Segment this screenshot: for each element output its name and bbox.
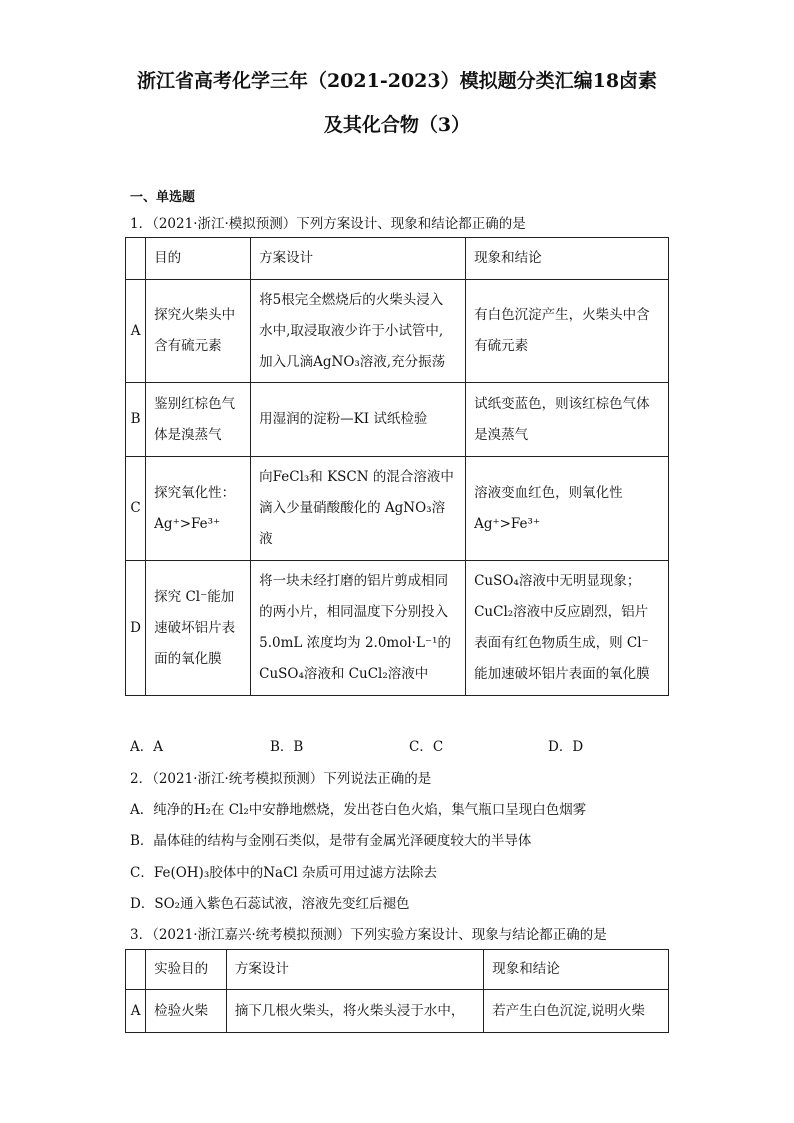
- table-row: [126, 457, 669, 561]
- result-cell-line: 能加速破坏铝片表面的氧化膜: [474, 666, 650, 682]
- table-header-row: [126, 238, 669, 280]
- row-label: A: [126, 990, 146, 1033]
- design-cell: [251, 280, 466, 383]
- row-label: D: [126, 561, 146, 696]
- design-cell-line: CuSO₄溶液和 CuCl₂溶液中: [259, 666, 429, 682]
- result-cell-line: Ag⁺>Fe³⁺: [474, 515, 541, 532]
- page-title-line2: 及其化合物（3）: [323, 114, 471, 136]
- purpose-cell-line: 检验火柴: [154, 1002, 209, 1019]
- option-c[interactable]: C．C: [409, 739, 444, 755]
- header-cell: 现象和结论: [484, 950, 669, 990]
- row-label: B: [126, 383, 146, 457]
- design-cell-line: 滴入少量硝酸酸化的 AgNO₃溶: [259, 500, 446, 516]
- purpose-cell: [146, 383, 251, 457]
- question-3-stem: 3．（2021·浙江嘉兴·统考模拟预测）下列实验方案设计、现象与结论都正确的是: [130, 927, 607, 943]
- result-cell-line: CuSO₄溶液中无明显现象；: [474, 573, 641, 589]
- result-cell: [484, 990, 669, 1033]
- purpose-cell-line: 含有硫元素: [154, 338, 222, 354]
- option-a[interactable]: A．A: [130, 739, 163, 755]
- header-cell: 方案设计: [226, 950, 483, 990]
- result-cell: [466, 457, 669, 561]
- question-2-stem: 2．（2021·浙江·统考模拟预测）下列说法正确的是: [130, 771, 432, 787]
- option-d[interactable]: D．D: [548, 739, 584, 755]
- table-row: [126, 383, 669, 457]
- table-header-row: [126, 950, 669, 990]
- result-cell-line: 有硫元素: [474, 338, 529, 354]
- header-cell: 方案设计: [251, 238, 466, 280]
- design-cell-line: 向FeCl₃和 KSCN 的混合溶液中: [259, 469, 454, 485]
- question-2-option-b[interactable]: B．晶体硅的结构与金刚石类似，是带有金属光泽硬度较大的半导体: [130, 833, 532, 849]
- table-row: [126, 280, 669, 383]
- design-cell: [226, 990, 483, 1033]
- design-cell-line: 加入几滴AgNO₃溶液,充分振荡: [259, 353, 446, 370]
- result-cell-line: 若产生白色沉淀,说明火柴: [492, 1002, 646, 1019]
- result-cell-line: 表面有红色物质生成，则 Cl⁻: [474, 635, 649, 651]
- question-2-option-c[interactable]: C．Fe(OH)₃胶体中的NaCl 杂质可用过滤方法除去: [130, 865, 438, 881]
- purpose-cell-line: 面的氧化膜: [154, 650, 222, 667]
- design-cell-line: 用湿润的淀粉—KI 试纸检验: [259, 411, 428, 427]
- design-cell-line: 液: [259, 531, 273, 547]
- header-cell: 实验目的: [146, 950, 227, 990]
- design-cell-line: 的两小片，相同温度下分别投入: [259, 604, 449, 620]
- header-cell: 目的: [146, 238, 251, 280]
- result-cell-line: 溶液变血红色，则氧化性: [474, 484, 623, 501]
- header-cell: [126, 950, 146, 990]
- design-cell: [251, 561, 466, 696]
- purpose-cell-line: 速破坏铝片表: [154, 619, 236, 636]
- purpose-cell-line: 鉴别红棕色气: [154, 395, 236, 412]
- purpose-cell-line: 探究 Cl⁻能加: [154, 588, 235, 605]
- purpose-cell-line: 探究氧化性：: [154, 484, 236, 501]
- result-cell: [466, 280, 669, 383]
- row-label: A: [126, 280, 146, 383]
- section-heading: 一、单选题: [130, 190, 196, 205]
- table-row: [126, 561, 669, 696]
- purpose-cell-line: 探究火柴头中: [154, 307, 236, 323]
- purpose-cell: [146, 280, 251, 383]
- result-cell-line: 是溴蒸气: [474, 426, 529, 443]
- question-1-stem: 1．（2021·浙江·模拟预测）下列方案设计、现象和结论都正确的是: [130, 216, 526, 232]
- row-label: C: [126, 457, 146, 561]
- design-cell-line: 将一块未经打磨的铝片剪成相同: [259, 573, 449, 589]
- option-b[interactable]: B．B: [270, 739, 304, 755]
- page-title-line1: 浙江省高考化学三年（2021-2023）模拟题分类汇编18卤素: [136, 70, 658, 92]
- design-cell: [251, 383, 466, 457]
- purpose-cell: [146, 457, 251, 561]
- purpose-cell-line: Ag⁺>Fe³⁺: [154, 515, 221, 532]
- result-cell: [466, 383, 669, 457]
- design-cell-line: 将5根完全燃烧后的火柴头浸入: [259, 291, 444, 308]
- purpose-cell-line: 体是溴蒸气: [154, 426, 222, 443]
- question-2-option-d[interactable]: D．SO₂通入紫色石蕊试液，溶液先变红后褪色: [130, 896, 410, 912]
- table-row: [126, 990, 669, 1033]
- result-cell-line: 试纸变蓝色，则该红棕色气体: [474, 395, 650, 412]
- result-cell: [466, 561, 669, 696]
- purpose-cell: [146, 561, 251, 696]
- question-3-table: [125, 949, 669, 1033]
- design-cell-line: 水中,取浸取液少许于小试管中,: [259, 322, 444, 339]
- result-cell-line: CuCl₂溶液中反应剧烈，铝片: [474, 604, 649, 620]
- header-cell: [126, 238, 146, 280]
- result-cell-line: 有白色沉淀产生，火柴头中含: [474, 307, 650, 323]
- purpose-cell: [146, 990, 227, 1033]
- design-cell-line: 5.0mL 浓度均为 2.0mol·L⁻¹的: [259, 635, 451, 651]
- design-cell: [251, 457, 466, 561]
- question-2-option-a[interactable]: A．纯净的H₂在 Cl₂中安静地燃烧，发出苍白色火焰，集气瓶口呈现白色烟雾: [130, 802, 587, 818]
- header-cell: 现象和结论: [466, 238, 669, 280]
- design-cell-line: 摘下几根火柴头，将火柴头浸于水中，: [234, 1002, 465, 1019]
- question-1-table: [125, 237, 669, 696]
